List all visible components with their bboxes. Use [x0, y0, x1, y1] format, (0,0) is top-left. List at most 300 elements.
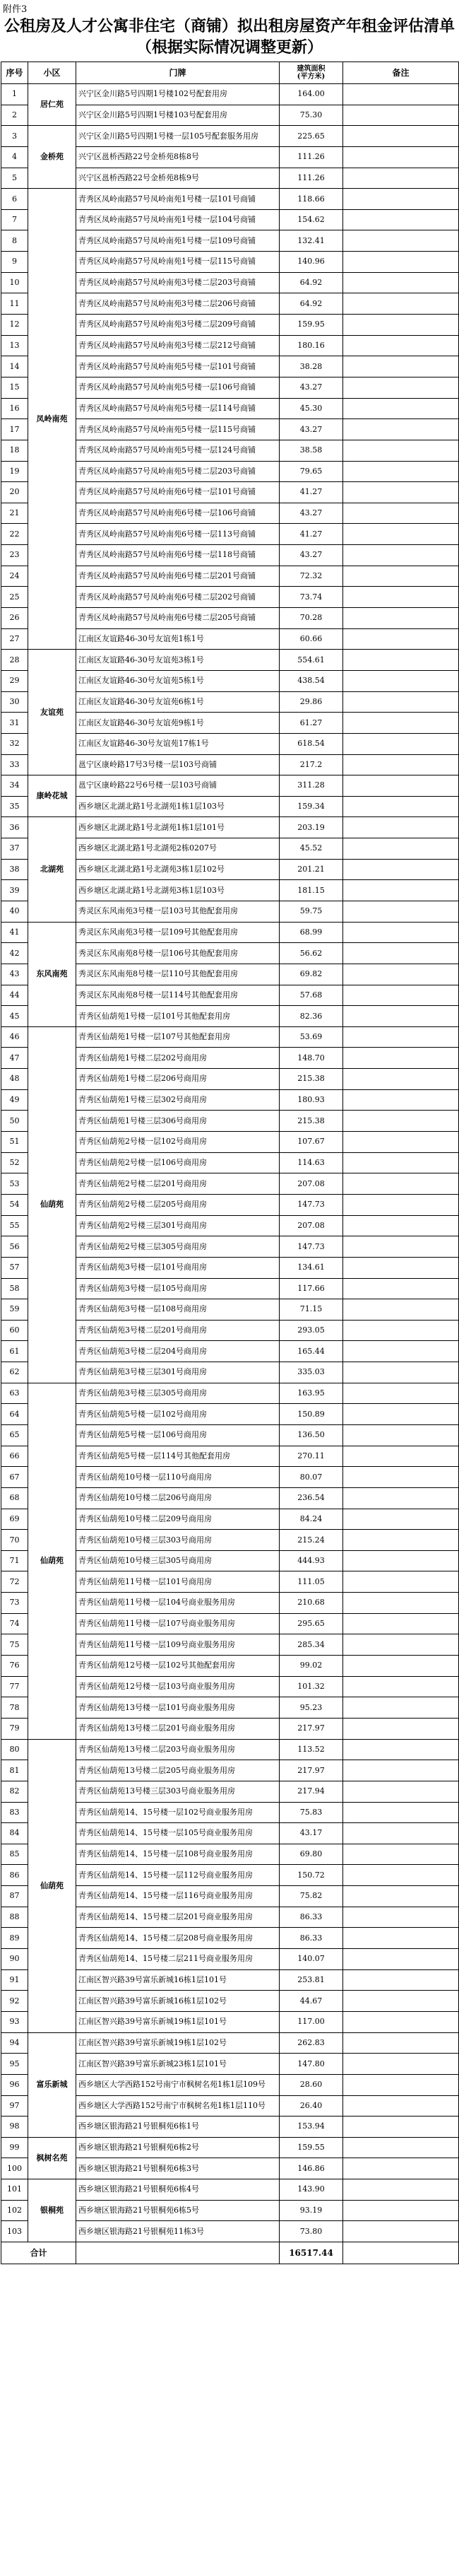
address-cell: 青秀区凤岭南路57号凤岭南苑3号楼二层212号商铺 — [76, 335, 280, 356]
row-number: 29 — [1, 670, 28, 691]
address-cell: 江南区智兴路39号富乐新城16栋1层102号 — [76, 1991, 280, 2012]
address-cell: 兴宁区邕桥西路22号金桥苑8栋9号 — [76, 168, 280, 189]
row-number: 32 — [1, 733, 28, 754]
address-cell: 西乡塘区北湖北路1号北湖苑1栋1层103号 — [76, 796, 280, 817]
row-number: 8 — [1, 230, 28, 252]
row-number: 21 — [1, 503, 28, 524]
address-cell: 秀灵区东风南苑8号楼一层110号其他配套用房 — [76, 964, 280, 985]
area-cell: 43.17 — [280, 1823, 343, 1844]
row-number: 64 — [1, 1404, 28, 1425]
area-cell: 154.62 — [280, 209, 343, 230]
note-cell — [343, 482, 459, 503]
header-community: 小区 — [28, 62, 76, 84]
row-number: 98 — [1, 2117, 28, 2138]
area-cell: 262.83 — [280, 2032, 343, 2054]
area-cell: 207.08 — [280, 1215, 343, 1236]
area-cell: 60.66 — [280, 628, 343, 650]
note-cell — [343, 1446, 459, 1467]
row-number: 74 — [1, 1613, 28, 1634]
address-cell: 青秀区仙葫苑2号楼二层205号商用房 — [76, 1194, 280, 1215]
total-label: 合计 — [1, 2242, 76, 2264]
address-cell: 西乡塘区北湖北路1号北湖苑3栋1层102号 — [76, 859, 280, 880]
row-number: 33 — [1, 754, 28, 775]
address-cell: 青秀区仙葫苑2号楼二层201号商用房 — [76, 1173, 280, 1195]
area-cell: 295.65 — [280, 1613, 343, 1634]
note-cell — [343, 126, 459, 147]
address-cell: 西乡塘区北湖北路1号北湖苑1栋1层101号 — [76, 817, 280, 838]
address-cell: 青秀区仙葫苑14、15号楼二层208号商业服务用房 — [76, 1928, 280, 1949]
area-cell: 43.27 — [280, 545, 343, 566]
row-number: 11 — [1, 293, 28, 315]
row-number: 1 — [1, 84, 28, 105]
row-number: 40 — [1, 901, 28, 922]
total-note — [343, 2242, 459, 2264]
area-cell: 270.11 — [280, 1446, 343, 1467]
total-row — [1, 2242, 459, 2264]
note-cell — [343, 315, 459, 336]
area-cell: 225.65 — [280, 126, 343, 147]
note-cell — [343, 1069, 459, 1090]
area-cell: 45.30 — [280, 398, 343, 419]
note-cell — [343, 964, 459, 985]
note-cell — [343, 1865, 459, 1886]
note-cell — [343, 1656, 459, 1677]
row-number: 85 — [1, 1844, 28, 1865]
row-number: 42 — [1, 943, 28, 964]
row-number: 65 — [1, 1425, 28, 1446]
area-cell: 118.66 — [280, 189, 343, 210]
address-cell: 青秀区仙葫苑12号楼一层103号商业服务用房 — [76, 1676, 280, 1697]
row-number: 93 — [1, 2011, 28, 2032]
note-cell — [343, 1048, 459, 1069]
row-number: 88 — [1, 1907, 28, 1928]
address-cell: 青秀区凤岭南路57号凤岭南苑5号楼二层203号商铺 — [76, 461, 280, 482]
area-cell: 93.19 — [280, 2200, 343, 2221]
area-cell: 117.00 — [280, 2011, 343, 2032]
table-row — [1, 126, 459, 147]
row-number: 80 — [1, 1739, 28, 1760]
note-cell — [343, 1613, 459, 1634]
address-cell: 西乡塘区银海路21号银桐苑6栋1号 — [76, 2117, 280, 2138]
row-number: 61 — [1, 1341, 28, 1362]
address-cell: 西乡塘区北湖北路1号北湖苑3栋1层103号 — [76, 880, 280, 901]
address-cell: 青秀区仙葫苑3号楼一层105号商用房 — [76, 1278, 280, 1299]
area-cell: 38.58 — [280, 440, 343, 461]
row-number: 3 — [1, 126, 28, 147]
community-name: 仙葫苑 — [28, 1026, 76, 1383]
address-cell: 青秀区仙葫苑14、15号楼二层201号商业服务用房 — [76, 1907, 280, 1928]
address-cell: 秀灵区东风南苑3号楼一层109号其他配套用房 — [76, 922, 280, 943]
address-cell: 西乡塘区北湖北路1号北湖苑2栋0207号 — [76, 838, 280, 860]
area-cell: 217.2 — [280, 754, 343, 775]
note-cell — [343, 1509, 459, 1530]
note-cell — [343, 2032, 459, 2054]
area-cell: 84.24 — [280, 1509, 343, 1530]
row-number: 18 — [1, 440, 28, 461]
note-cell — [343, 566, 459, 587]
note-cell — [343, 1781, 459, 1802]
area-cell: 117.66 — [280, 1278, 343, 1299]
area-cell: 99.02 — [280, 1656, 343, 1677]
note-cell — [343, 84, 459, 105]
header-no: 序号 — [1, 62, 28, 84]
area-cell: 69.82 — [280, 964, 343, 985]
address-cell: 邕宁区康岭路17号3号楼一层103号商铺 — [76, 754, 280, 775]
note-cell — [343, 587, 459, 608]
row-number: 68 — [1, 1487, 28, 1509]
address-cell: 青秀区仙葫苑14、15号楼一层116号商业服务用房 — [76, 1886, 280, 1907]
address-cell: 江南区智兴路39号富乐新城23栋1层101号 — [76, 2054, 280, 2075]
note-cell — [343, 377, 459, 398]
note-cell — [343, 2054, 459, 2075]
note-cell — [343, 1530, 459, 1551]
address-cell: 青秀区仙葫苑10号楼一层110号商用房 — [76, 1467, 280, 1488]
table-row — [1, 2032, 459, 2054]
note-cell — [343, 189, 459, 210]
row-number: 66 — [1, 1446, 28, 1467]
area-cell: 114.63 — [280, 1152, 343, 1173]
area-cell: 554.61 — [280, 650, 343, 671]
note-cell — [343, 880, 459, 901]
note-cell — [343, 1278, 459, 1299]
note-cell — [343, 985, 459, 1006]
note-cell — [343, 1299, 459, 1321]
area-cell: 293.05 — [280, 1320, 343, 1341]
area-cell: 165.44 — [280, 1341, 343, 1362]
row-number: 96 — [1, 2074, 28, 2095]
row-number: 56 — [1, 1236, 28, 1258]
area-cell: 107.67 — [280, 1132, 343, 1153]
note-cell — [343, 2158, 459, 2179]
row-number: 73 — [1, 1593, 28, 1614]
row-number: 76 — [1, 1656, 28, 1677]
table-row — [1, 189, 459, 210]
address-cell: 青秀区仙葫苑14、15号楼一层112号商业服务用房 — [76, 1865, 280, 1886]
area-cell: 215.38 — [280, 1111, 343, 1132]
address-cell: 青秀区仙葫苑1号楼一层101号其他配套用房 — [76, 1006, 280, 1027]
row-number: 25 — [1, 587, 28, 608]
row-number: 26 — [1, 608, 28, 629]
row-number: 2 — [1, 105, 28, 126]
table-row — [1, 817, 459, 838]
address-cell: 秀灵区东风南苑3号楼一层103号其他配套用房 — [76, 901, 280, 922]
area-cell: 140.96 — [280, 252, 343, 273]
address-cell: 青秀区凤岭南路57号凤岭南苑6号楼一层113号商铺 — [76, 524, 280, 545]
note-cell — [343, 713, 459, 734]
address-cell: 青秀区凤岭南路57号凤岭南苑1号楼一层109号商铺 — [76, 230, 280, 252]
row-number: 86 — [1, 1865, 28, 1886]
row-number: 14 — [1, 356, 28, 377]
address-cell: 青秀区仙葫苑10号楼二层206号商用房 — [76, 1487, 280, 1509]
note-cell — [343, 356, 459, 377]
row-number: 103 — [1, 2221, 28, 2242]
area-cell: 73.74 — [280, 587, 343, 608]
area-cell: 181.15 — [280, 880, 343, 901]
address-cell: 青秀区仙葫苑10号楼二层209号商用房 — [76, 1509, 280, 1530]
community-name: 金桥苑 — [28, 126, 76, 189]
table-row — [1, 775, 459, 797]
area-cell: 253.81 — [280, 1969, 343, 1991]
area-cell: 45.52 — [280, 838, 343, 860]
note-cell — [343, 691, 459, 713]
note-cell — [343, 817, 459, 838]
note-cell — [343, 105, 459, 126]
area-cell: 71.15 — [280, 1299, 343, 1321]
row-number: 23 — [1, 545, 28, 566]
area-cell: 111.05 — [280, 1571, 343, 1593]
row-number: 79 — [1, 1718, 28, 1739]
area-cell: 75.30 — [280, 105, 343, 126]
address-cell: 青秀区凤岭南路57号凤岭南苑5号楼一层115号商铺 — [76, 419, 280, 440]
address-cell: 青秀区仙葫苑13号楼二层203号商业服务用房 — [76, 1739, 280, 1760]
note-cell — [343, 1152, 459, 1173]
address-cell: 青秀区仙葫苑2号楼一层106号商用房 — [76, 1152, 280, 1173]
row-number: 39 — [1, 880, 28, 901]
address-cell: 青秀区凤岭南路57号凤岭南苑5号楼一层101号商铺 — [76, 356, 280, 377]
address-cell: 江南区智兴路39号富乐新城16栋1层101号 — [76, 1969, 280, 1991]
area-cell: 153.94 — [280, 2117, 343, 2138]
note-cell — [343, 2221, 459, 2242]
area-cell: 134.61 — [280, 1257, 343, 1278]
row-number: 24 — [1, 566, 28, 587]
note-cell — [343, 1802, 459, 1823]
note-cell — [343, 1739, 459, 1760]
note-cell — [343, 2200, 459, 2221]
address-cell: 青秀区仙葫苑1号楼三层306号商用房 — [76, 1111, 280, 1132]
row-number: 46 — [1, 1026, 28, 1048]
note-cell — [343, 524, 459, 545]
row-number: 53 — [1, 1173, 28, 1195]
row-number: 13 — [1, 335, 28, 356]
address-cell: 江南区友谊路46-30号友谊苑3栋1号 — [76, 650, 280, 671]
note-cell — [343, 1949, 459, 1970]
row-number: 99 — [1, 2137, 28, 2158]
address-cell: 西乡塘区大学西路152号南宁市枫树名苑1栋1层110号 — [76, 2095, 280, 2117]
address-cell: 江南区友谊路46-30号友谊苑9栋1号 — [76, 713, 280, 734]
area-cell: 164.00 — [280, 84, 343, 105]
note-cell — [343, 1320, 459, 1341]
note-cell — [343, 1215, 459, 1236]
address-cell: 秀灵区东风南苑8号楼一层106号其他配套用房 — [76, 943, 280, 964]
row-number: 31 — [1, 713, 28, 734]
area-cell: 150.72 — [280, 1865, 343, 1886]
row-number: 37 — [1, 838, 28, 860]
note-cell — [343, 1425, 459, 1446]
note-cell — [343, 733, 459, 754]
row-number: 82 — [1, 1781, 28, 1802]
note-cell — [343, 209, 459, 230]
area-cell: 68.99 — [280, 922, 343, 943]
community-name: 富乐新城 — [28, 2032, 76, 2137]
note-cell — [343, 1634, 459, 1656]
address-cell: 西乡塘区银海路21号银桐苑6栋4号 — [76, 2179, 280, 2201]
row-number: 15 — [1, 377, 28, 398]
address-cell: 青秀区仙葫苑3号楼二层204号商用房 — [76, 1341, 280, 1362]
note-cell — [343, 2011, 459, 2032]
note-cell — [343, 608, 459, 629]
note-cell — [343, 1132, 459, 1153]
row-number: 35 — [1, 796, 28, 817]
address-cell: 邕宁区康岭路22号6号楼一层103号商铺 — [76, 775, 280, 797]
note-cell — [343, 1006, 459, 1027]
area-cell: 215.38 — [280, 1069, 343, 1090]
table-body — [1, 84, 459, 2242]
row-number: 84 — [1, 1823, 28, 1844]
note-cell — [343, 1173, 459, 1195]
area-cell: 82.36 — [280, 1006, 343, 1027]
address-cell: 西乡塘区银海路21号银桐苑6栋2号 — [76, 2137, 280, 2158]
row-number: 30 — [1, 691, 28, 713]
note-cell — [343, 545, 459, 566]
row-number: 87 — [1, 1886, 28, 1907]
row-number: 12 — [1, 315, 28, 336]
row-number: 43 — [1, 964, 28, 985]
area-cell: 217.94 — [280, 1781, 343, 1802]
row-number: 36 — [1, 817, 28, 838]
area-cell: 159.34 — [280, 796, 343, 817]
row-number: 94 — [1, 2032, 28, 2054]
address-cell: 青秀区凤岭南路57号凤岭南苑6号楼一层106号商铺 — [76, 503, 280, 524]
note-cell — [343, 1550, 459, 1571]
address-cell: 青秀区仙葫苑1号楼三层302号商用房 — [76, 1089, 280, 1111]
note-cell — [343, 1697, 459, 1719]
address-cell: 青秀区仙葫苑14、15号楼一层102号商业服务用房 — [76, 1802, 280, 1823]
note-cell — [343, 1760, 459, 1781]
note-cell — [343, 775, 459, 797]
area-cell: 159.95 — [280, 315, 343, 336]
row-number: 60 — [1, 1320, 28, 1341]
row-number: 4 — [1, 146, 28, 168]
area-cell: 53.69 — [280, 1026, 343, 1048]
note-cell — [343, 1467, 459, 1488]
community-name: 北湖苑 — [28, 817, 76, 922]
row-number: 38 — [1, 859, 28, 880]
address-cell: 西乡塘区银海路21号银桐苑6栋5号 — [76, 2200, 280, 2221]
area-cell: 95.23 — [280, 1697, 343, 1719]
area-cell: 147.73 — [280, 1236, 343, 1258]
area-cell: 56.62 — [280, 943, 343, 964]
area-cell: 75.83 — [280, 1802, 343, 1823]
note-cell — [343, 146, 459, 168]
address-cell: 青秀区仙葫苑1号楼一层107号其他配套用房 — [76, 1026, 280, 1048]
header-address: 门牌 — [76, 62, 280, 84]
table-row — [1, 922, 459, 943]
area-cell: 44.67 — [280, 1991, 343, 2012]
area-cell: 113.52 — [280, 1739, 343, 1760]
area-cell: 59.75 — [280, 901, 343, 922]
address-cell: 青秀区仙葫苑11号楼一层101号商用房 — [76, 1571, 280, 1593]
area-cell: 210.68 — [280, 1593, 343, 1614]
row-number: 97 — [1, 2095, 28, 2117]
row-number: 49 — [1, 1089, 28, 1111]
rent-assessment-table — [1, 62, 459, 2264]
row-number: 19 — [1, 461, 28, 482]
area-cell: 86.33 — [280, 1907, 343, 1928]
address-cell: 青秀区凤岭南路57号凤岭南苑1号楼一层104号商铺 — [76, 209, 280, 230]
row-number: 92 — [1, 1991, 28, 2012]
community-name: 凤岭南苑 — [28, 189, 76, 650]
table-row — [1, 84, 459, 105]
annex-label: 附件3 — [3, 4, 28, 15]
area-cell: 163.95 — [280, 1383, 343, 1404]
area-cell: 444.93 — [280, 1550, 343, 1571]
area-cell: 69.80 — [280, 1844, 343, 1865]
row-number: 52 — [1, 1152, 28, 1173]
area-cell: 28.60 — [280, 2074, 343, 2095]
area-cell: 80.07 — [280, 1467, 343, 1488]
note-cell — [343, 1823, 459, 1844]
row-number: 67 — [1, 1467, 28, 1488]
total-area: 16517.44 — [280, 2242, 343, 2264]
address-cell: 青秀区凤岭南路57号凤岭南苑6号楼二层201号商铺 — [76, 566, 280, 587]
address-cell: 青秀区凤岭南路57号凤岭南苑6号楼一层101号商铺 — [76, 482, 280, 503]
area-cell: 147.80 — [280, 2054, 343, 2075]
area-cell: 285.34 — [280, 1634, 343, 1656]
address-cell: 西乡塘区大学西路152号南宁市枫树名苑1栋1层109号 — [76, 2074, 280, 2095]
area-cell: 143.90 — [280, 2179, 343, 2201]
address-cell: 青秀区仙葫苑5号楼一层114号其他配套用房 — [76, 1446, 280, 1467]
note-cell — [343, 272, 459, 293]
area-cell: 75.82 — [280, 1886, 343, 1907]
address-cell: 青秀区仙葫苑3号楼一层108号商用房 — [76, 1299, 280, 1321]
note-cell — [343, 1969, 459, 1991]
row-number: 7 — [1, 209, 28, 230]
area-cell: 147.73 — [280, 1194, 343, 1215]
note-cell — [343, 1571, 459, 1593]
area-cell: 64.92 — [280, 272, 343, 293]
note-cell — [343, 796, 459, 817]
area-cell: 70.28 — [280, 608, 343, 629]
area-cell: 41.27 — [280, 482, 343, 503]
note-cell — [343, 335, 459, 356]
area-cell: 215.24 — [280, 1530, 343, 1551]
address-cell: 青秀区凤岭南路57号凤岭南苑5号楼一层106号商铺 — [76, 377, 280, 398]
address-cell: 青秀区凤岭南路57号凤岭南苑3号楼二层203号商铺 — [76, 272, 280, 293]
address-cell: 青秀区凤岭南路57号凤岭南苑1号楼一层101号商铺 — [76, 189, 280, 210]
note-cell — [343, 2137, 459, 2158]
row-number: 54 — [1, 1194, 28, 1215]
address-cell: 青秀区仙葫苑2号楼三层301号商用房 — [76, 1215, 280, 1236]
address-cell: 青秀区凤岭南路57号凤岭南苑6号楼二层202号商铺 — [76, 587, 280, 608]
note-cell — [343, 1341, 459, 1362]
address-cell: 兴宁区金川路5号四期1号楼103号配套用房 — [76, 105, 280, 126]
note-cell — [343, 2179, 459, 2201]
community-name: 枫树名苑 — [28, 2137, 76, 2179]
row-number: 5 — [1, 168, 28, 189]
row-number: 70 — [1, 1530, 28, 1551]
area-cell: 72.32 — [280, 566, 343, 587]
row-number: 20 — [1, 482, 28, 503]
address-cell: 青秀区凤岭南路57号凤岭南苑5号楼一层124号商铺 — [76, 440, 280, 461]
row-number: 48 — [1, 1069, 28, 1090]
note-cell — [343, 398, 459, 419]
address-cell: 江南区智兴路39号富乐新城19栋1层102号 — [76, 2032, 280, 2054]
address-cell: 秀灵区东风南苑8号楼一层114号其他配套用房 — [76, 985, 280, 1006]
address-cell: 青秀区仙葫苑13号楼一层101号商业服务用房 — [76, 1697, 280, 1719]
note-cell — [343, 1928, 459, 1949]
row-number: 9 — [1, 252, 28, 273]
area-cell: 41.27 — [280, 524, 343, 545]
note-cell — [343, 628, 459, 650]
address-cell: 青秀区仙葫苑14、15号楼一层105号商业服务用房 — [76, 1823, 280, 1844]
area-cell: 101.32 — [280, 1676, 343, 1697]
row-number: 95 — [1, 2054, 28, 2075]
row-number: 16 — [1, 398, 28, 419]
address-cell: 江南区友谊路46-30号友谊苑17栋1号 — [76, 733, 280, 754]
address-cell: 青秀区仙葫苑14、15号楼二层211号商业服务用房 — [76, 1949, 280, 1970]
address-cell: 青秀区仙葫苑3号楼三层305号商用房 — [76, 1383, 280, 1404]
address-cell: 兴宁区金川路5号四期1号楼102号配套用房 — [76, 84, 280, 105]
